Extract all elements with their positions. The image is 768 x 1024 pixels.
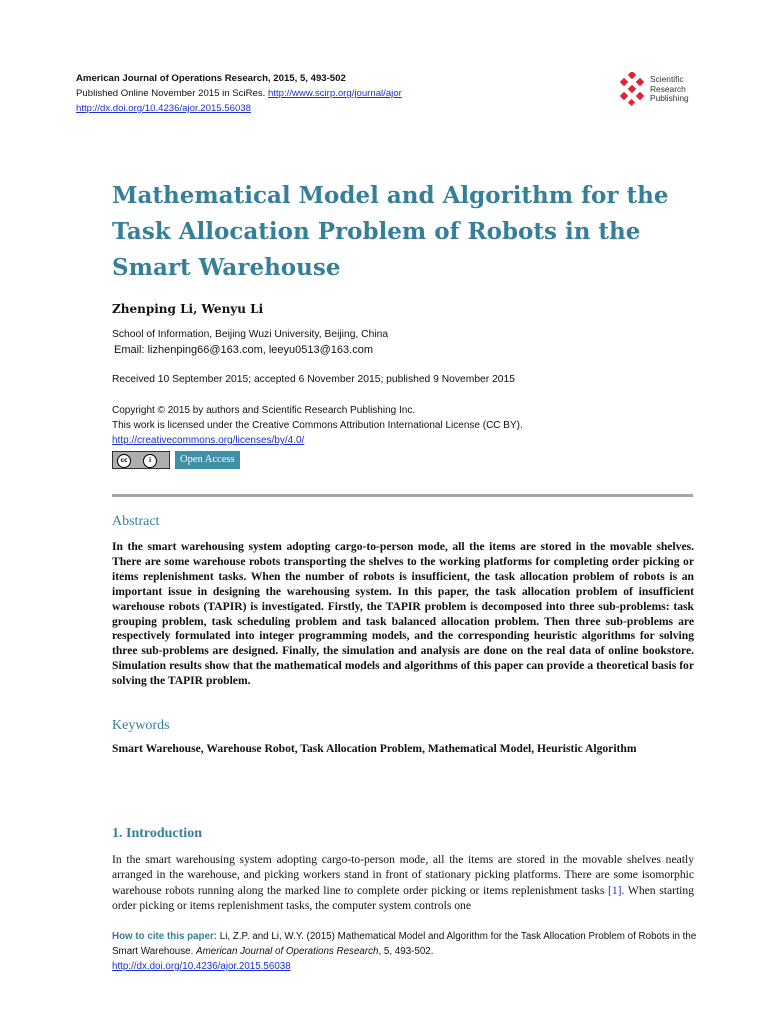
copyright-line: Copyright © 2015 by authors and Scientific Research Publishing Inc. xyxy=(112,405,416,416)
introduction-text xyxy=(112,852,694,914)
publisher-line-2: Research xyxy=(650,83,686,94)
introduction-heading: 1. Introduction xyxy=(112,826,202,841)
cite-doi-link[interactable]: http://dx.doi.org/10.4236/ajor.2015.56038 xyxy=(112,961,291,972)
affiliation: School of Information, Beijing Wuzi University, Beijing, China xyxy=(112,329,389,340)
attribution-icon: i xyxy=(143,454,157,468)
publication-line xyxy=(76,86,402,101)
abstract-heading: Abstract xyxy=(112,514,160,529)
journal-url-link[interactable]: http://www.scirp.org/journal/ajor xyxy=(268,88,402,99)
publication-dates: Received 10 September 2015; accepted 6 November 2015; published 9 November 2015 xyxy=(112,374,515,385)
abstract-text: In the smart warehousing system adopting cargo-to-person mode, all the items are stored in the movable shelves. There are some warehouse robots transporting the shelves to the working platforms for completing order picking or items replenishment tasks. When the number of robots is insufficient, the task allocation problem of robots is an important issue in designing the warehousing system. In this paper, the task allocation problem of insufficient warehouse robots (TAPIR) is investigated. Firstly, the TAPIR problem is decomposed into three sub-problems: task grouping problem, task scheduling problem and task balanced allocation problem. Then three sub-problems are respectively formulated into integer programming models, and the corresponding heuristic algorithms for solving three sub-problems are designed. Finally, the simulation and analysis are done on the real data of online bookstore. Simulation results show that the mathematical models and algorithms of this paper can provide a theoretical basis for solving the TAPIR problem. xyxy=(112,540,694,688)
paper-title: Mathematical Model and Algorithm for the Task Allocation Problem of Robots in the Smart Warehouse xyxy=(112,182,669,281)
journal-citation: American Journal of Operations Research, 2015, 5, 493-502 xyxy=(76,73,346,84)
publisher-logo-icon xyxy=(617,72,649,106)
cite-text: Li, Z.P. and Li, W.Y. (2015) Mathematical Model and Algorithm for the Task Allocation Problem of Robots in the Smart Warehouse. xyxy=(112,931,697,957)
section-divider xyxy=(112,494,693,497)
intro-text-part-1: In the smart warehousing system adopting cargo-to-person mode, all the items are stored in the movable shelves neatly arranged in the warehouse, and picking workers stand in front of stationary picking platforms. There are some isomorphic warehouse robots running along the marked line to complete order picking or items replenishment tasks xyxy=(112,853,694,897)
license-line: This work is licensed under the Creative Commons Attribution International License (CC BY). xyxy=(112,420,523,431)
keywords-heading: Keywords xyxy=(112,718,170,733)
email: Email: lizhenping66@163.com, leeyu0513@163.com xyxy=(114,344,373,356)
publisher-name xyxy=(650,75,689,104)
doi-link[interactable]: http://dx.doi.org/10.4236/ajor.2015.56038 xyxy=(76,103,251,114)
cite-journal: American Journal of Operations Research xyxy=(196,946,379,957)
cc-by-badge[interactable] xyxy=(112,451,170,469)
license-link[interactable]: http://creativecommons.org/licenses/by/4.0/ xyxy=(112,435,305,446)
cite-label: How to cite this paper: xyxy=(112,931,218,942)
keywords-text: Smart Warehouse, Warehouse Robot, Task Allocation Problem, Mathematical Model, Heuristic Algorithm xyxy=(112,742,637,755)
creative-commons-icon: cc xyxy=(117,454,131,468)
journal-header xyxy=(76,71,402,116)
authors: Zhenping Li, Wenyu Li xyxy=(112,302,264,316)
reference-link[interactable]: [1] xyxy=(608,883,622,897)
publisher-line-3: Publishing xyxy=(650,93,689,104)
how-to-cite xyxy=(112,929,702,974)
intro-text-part-2: . When starting order picking or items replenishment tasks, the computer system controls one xyxy=(112,883,694,913)
copyright-block xyxy=(112,403,523,448)
publisher-line-1: Scientific xyxy=(650,74,684,84)
cite-tail: , 5, 493-502. xyxy=(378,946,434,957)
open-access-badge: Open Access xyxy=(175,451,240,469)
published-online: Published Online November 2015 in SciRes. xyxy=(76,88,266,99)
